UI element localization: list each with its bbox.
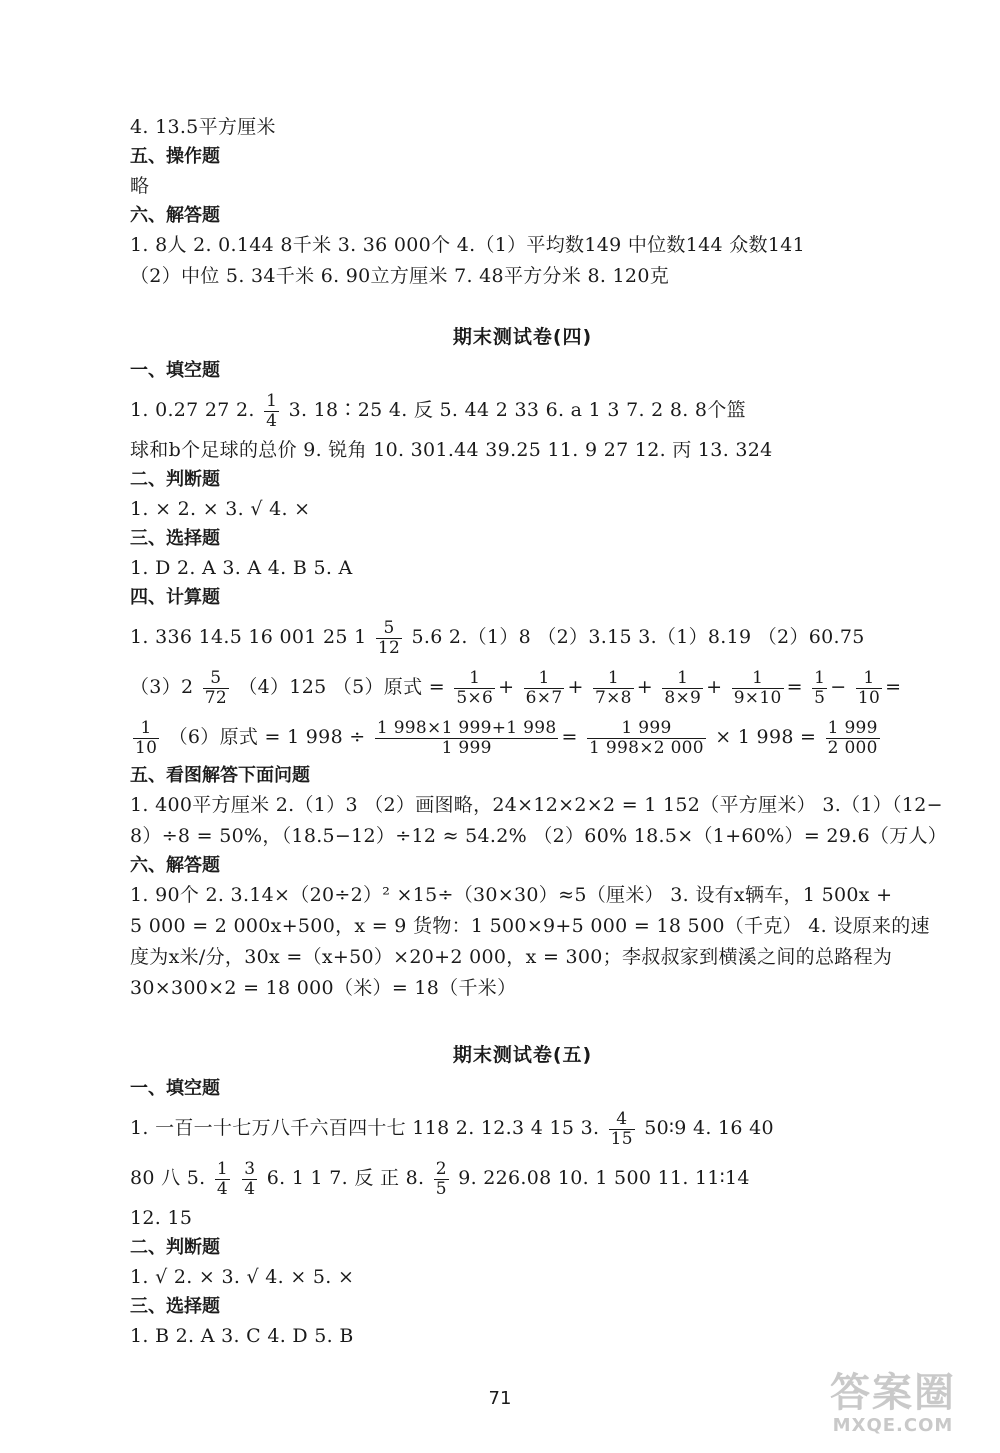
answer-line: 1. 336 14.5 16 001 25 1 $\frac{5}{12}$ 5.6 2.（1）8 （2）3.15 3.（1）8.19 （2）60.75 [130,617,865,658]
fraction: $\frac{4}{15}$ [610,1108,633,1149]
answer-line: 8）÷8 = 50%，（18.5−12）÷12 ≈ 54.2% （2）60% 18.5×（1+60%）= 29.6（万人） [130,825,948,847]
answer-line: 1. 8人 2. 0.144 8千米 3. 36 000个 4.（1）平均数149 中位数144 众数141 [130,234,806,256]
answer-line: 80 八 5. $\frac{1}{4}$ $\frac{3}{4}$ 6. 1 1 7. 反 正 8. $\frac{2}{5}$ 9. 226.08 10. 1 500 11. 11∶14 [130,1158,750,1199]
watermark-logo: 答案圈 MXQE.COM [830,1370,956,1436]
answer-line: 1. 0.27 27 2. $\frac{1}{4}$ 3. 18∶25 4. 反 5. 44 2 33 6. a 1 3 7. 2 8. 8个篮 [130,390,746,431]
answer-line: 5 000 = 2 000x+500，x = 9 货物：1 500×9+5 000 = 18 500（千克） 4. 设原来的速 [130,915,930,937]
fraction: $\frac{1}{10}$ [135,717,158,758]
answer-line: 1. × 2. × 3. √ 4. × [130,498,311,520]
fraction: $\frac{1}{4}$ [216,1158,228,1199]
answer-line: 4. 13.5平方厘米 [130,116,276,138]
section-heading: 二、判断题 [130,469,220,490]
answer-page [130,112,948,1352]
answer-line: 1. 400平方厘米 2.（1）3 （2）画图略，24×12×2×2 = 1 152（平方厘米） 3.（1）（12− [130,794,943,816]
fraction: $\frac{5}{72}$ [204,667,227,708]
fraction: $\frac{3}{4}$ [244,1158,256,1199]
fraction: $\frac{1}{8\times 9}$ [664,667,702,708]
exam-title: 期末测试卷(四) [452,326,593,348]
fraction: $\frac{2}{5}$ [435,1158,447,1199]
answer-line: $\frac{1}{10}$ （6）原式 = 1 998 ÷ $\frac{1 998\times 1 999+1 998}{1 999}$ = $\frac{1 999}{1 998\times 2 000}$ × 1 998 = $\frac{1 999}{2 000}$ [135,717,878,758]
answer-line: 30×300×2 = 18 000（米）= 18（千米） [130,977,517,999]
fraction: $\frac{1 999}{1 998\times 2 000}$ [589,717,704,758]
fraction: $\frac{1}{4}$ [266,390,278,431]
section-heading: 五、操作题 [130,146,220,167]
answer-line: 略 [130,175,150,197]
answer-line: 1. 一百一十七万八千六百四十七 118 2. 12.3 4 15 3. $\frac{4}{15}$ 50∶9 4. 16 40 [130,1108,774,1149]
fraction: $\frac{1}{10}$ [857,667,881,708]
fraction: $\frac{1 998\times 1 999+1 998}{1 999}$ [376,717,557,758]
answer-line: 1. 90个 2. 3.14×（20÷2）² ×15÷（30×30）≈5（厘米） 3. 设有x辆车，1 500x + [130,884,893,906]
section-heading: 二、判断题 [130,1237,220,1258]
answer-line: 12. 15 [130,1207,193,1229]
fraction: $\frac{1}{5}$ [814,667,826,708]
answer-line: （2）中位 5. 34千米 6. 90立方厘米 7. 48平方分米 8. 120克 [130,265,670,287]
section-heading: 一、填空题 [130,360,220,381]
answer-line: 1. D 2. A 3. A 4. B 5. A [130,557,353,579]
section-heading: 六、解答题 [130,205,220,226]
exam-title: 期末测试卷(五) [452,1044,593,1066]
fraction: $\frac{1 999}{2 000}$ [827,717,878,758]
answer-line: 1. √ 2. × 3. √ 4. × 5. × [130,1266,355,1288]
fraction: $\frac{1}{5\times 6}$ [456,667,494,708]
section-heading: 六、解答题 [130,855,220,876]
fraction: $\frac{1}{6\times 7}$ [525,667,563,708]
fraction: $\frac{1}{9\times 10}$ [733,667,782,708]
section-heading: 四、计算题 [130,587,220,608]
answer-line: （3）2 $\frac{5}{72}$ （4）125 （5）原式 = $\frac{1}{5\times 6}$ + $\frac{1}{6\times 7}$ + $\frac{1}{7\times 8}$ + $\frac{1}{8\times 9}$ + $\frac{1}{9\times 10}$ = $\frac{1}{5}$ − $\frac{1}{10}$ = [130,667,902,708]
answer-line: 1. B 2. A 3. C 4. D 5. B [130,1325,354,1347]
answer-line: 度为x米/分，30x =（x+50）×20+2 000，x = 300；李叔叔家到横溪之间的总路程为 [130,946,893,968]
section-heading: 三、选择题 [130,528,220,549]
section-heading: 一、填空题 [130,1078,220,1099]
fraction: $\frac{1}{7\times 8}$ [595,667,632,708]
fraction: $\frac{5}{12}$ [377,617,401,658]
section-heading: 五、看图解答下面问题 [130,765,310,786]
answer-line: 球和b个足球的总价 9. 锐角 10. 301.44 39.25 11. 9 27 12. 丙 13. 324 [130,439,773,461]
page-number: 71 [488,1388,512,1409]
section-heading: 三、选择题 [130,1296,220,1317]
